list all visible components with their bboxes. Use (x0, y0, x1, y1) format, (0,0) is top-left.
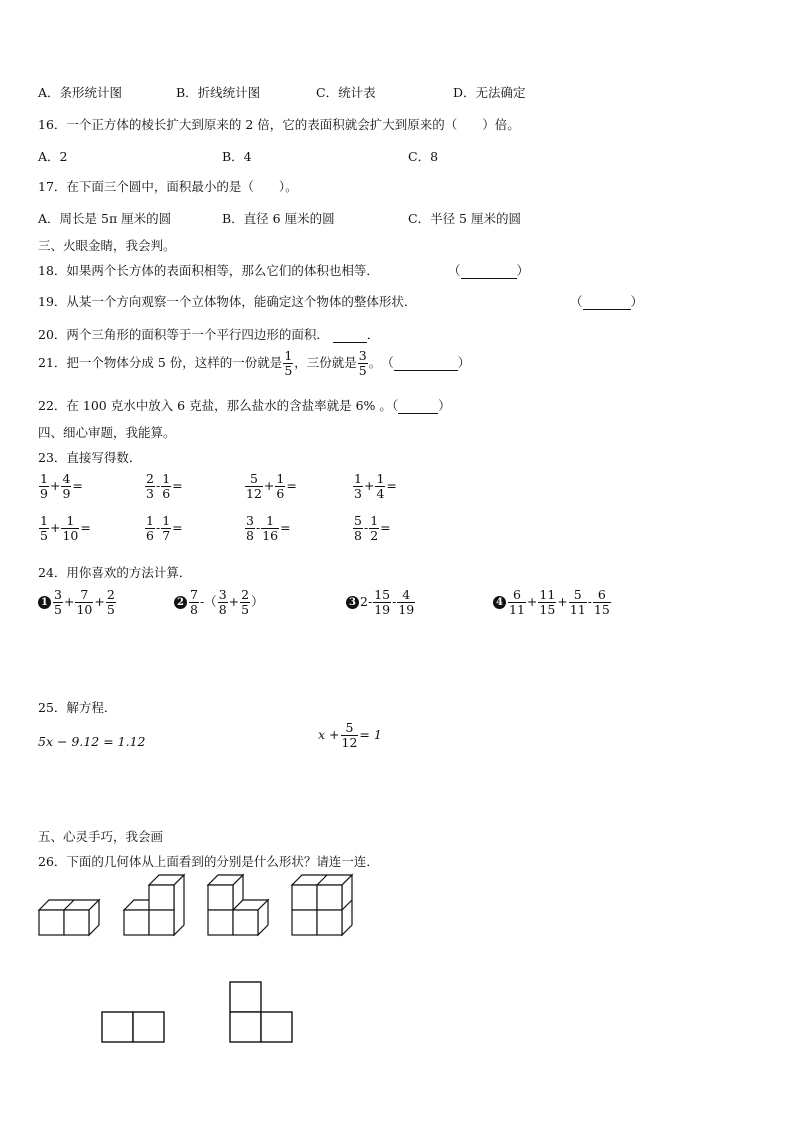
q23-item: $\frac{1}{9}$ + $\frac{4}{9}$ = (40, 471, 83, 501)
q17-stem: 17．在下面三个圆中，面积最小的是（ ）。 (38, 179, 298, 194)
q20-stem: 20．两个三角形的面积等于一个平行四边形的面积． (38, 327, 329, 342)
top-view-l-shape[interactable] (230, 982, 292, 1042)
q20-answer-blank[interactable] (333, 327, 367, 343)
q18-stem: 18．如果两个长方体的表面积相等，那么它们的体积也相等． (38, 263, 379, 278)
q21-fraction-2: $\frac{3}{5}$ (358, 348, 367, 378)
q22-answer-blank[interactable] (398, 398, 438, 414)
q23-item: $\frac{5}{8}$ - $\frac{1}{2}$ = (354, 513, 391, 543)
q16-option-a: A．2 (38, 149, 68, 164)
q23-item: $\frac{5}{12}$ + $\frac{1}{6}$ = (246, 471, 297, 501)
q24-problem-4: 4 $\frac{6}{11}$ + $\frac{11}{15}$ + $\frac{5}{11}$ - $\frac{6}{15}$ (493, 588, 612, 617)
q15-option-b: B．折线统计图 (176, 85, 261, 100)
top-view-two-squares[interactable] (102, 1012, 164, 1042)
q26-top-views (98, 978, 298, 1048)
q23-item: $\frac{1}{3}$ + $\frac{1}{4}$ = (354, 471, 397, 501)
q21-answer-blank[interactable] (394, 355, 458, 371)
q23-item: $\frac{1}{5}$ + $\frac{1}{10}$ = (40, 513, 91, 543)
q15-option-c: C．统计表 (316, 85, 376, 100)
q17-option-a: A．周长是 5π 厘米的圆 (38, 211, 172, 226)
q23-item: $\frac{1}{6}$ - $\frac{1}{7}$ = (146, 513, 183, 543)
q18-bracket-close: ） (516, 263, 530, 278)
solid-4-square-block[interactable] (292, 875, 352, 935)
q25-equation-2: x + $\frac{5}{12}$ = 1 (318, 720, 382, 750)
q26-solids (30, 870, 370, 940)
q24-number-1: 1 (38, 596, 51, 609)
q24-stem: 24．用你喜欢的方法计算． (38, 565, 192, 580)
q24-number-4: 4 (493, 596, 506, 609)
q19-bracket-close: ） (630, 294, 644, 309)
solid-3-l-shape-left[interactable] (208, 875, 268, 935)
q20 (38, 325, 379, 343)
q21-fraction-1: $\frac{1}{5}$ (284, 348, 293, 378)
q19-bracket-open: （ (570, 294, 583, 309)
q21-end: ） (457, 354, 471, 370)
q26-stem: 26．下面的几何体从上面看到的分别是什么形状？请连一连． (38, 854, 379, 869)
q24-number-2: 2 (174, 596, 187, 609)
q18-answer-blank[interactable] (461, 263, 517, 279)
q15-option-a: A．条形统计图 (38, 85, 123, 100)
q17-option-c: C．半径 5 厘米的圆 (408, 211, 521, 226)
section-4-heading: 四、细心审题，我能算。 (38, 425, 176, 440)
q22-end: ） (438, 398, 451, 413)
q16-option-c: C．8 (408, 149, 439, 164)
q21-part1: 21．把一个物体分成 5 份，这样的一份就是 (38, 354, 283, 370)
q24-problem-2: 2 $\frac{7}{8}$ -（ $\frac{3}{8}$ + $\frac{2}{5}$ ） (174, 588, 264, 617)
q23-item: $\frac{2}{3}$ - $\frac{1}{6}$ = (146, 471, 183, 501)
solid-2-l-shape-right[interactable] (124, 875, 184, 935)
q19-answer-blank[interactable] (583, 294, 631, 310)
q24-problem-1: 1 $\frac{3}{5}$ + $\frac{7}{10}$ + $\frac{2}{5}$ (38, 588, 117, 617)
q18 (38, 261, 379, 279)
solid-1-two-cubes[interactable] (39, 900, 99, 935)
q16-option-b: B．4 (222, 149, 252, 164)
q19 (38, 292, 416, 310)
q25-stem: 25．解方程． (38, 700, 117, 715)
q22 (38, 396, 451, 414)
q24-number-3: 3 (346, 596, 359, 609)
q16-stem: 16．一个正方体的棱长扩大到原来的 2 倍，它的表面积就会扩大到原来的（ ）倍。 (38, 117, 520, 132)
q18-answer-bracket[interactable] (448, 261, 529, 279)
q17-option-b: B．直径 6 厘米的圆 (222, 211, 335, 226)
q18-bracket-open: （ (448, 263, 461, 278)
q25-equation-1: 5x − 9.12 = 1.12 (38, 734, 146, 749)
q19-answer-bracket[interactable] (570, 292, 643, 310)
q21-part3: 。 （ (368, 354, 394, 370)
q21 (38, 349, 470, 378)
q19-stem: 19．从某一个方向观察一个立体物体，能确定这个物体的整体形状． (38, 294, 417, 309)
q23-stem: 23．直接写得数． (38, 450, 142, 465)
q20-end: ． (366, 327, 380, 342)
q21-part2: ，三份就是 (294, 354, 357, 370)
section-3-heading: 三、火眼金睛，我会判。 (38, 238, 176, 253)
q22-stem: 22．在 100 克水中放入 6 克盐，那么盐水的含盐率就是 6% 。（ (38, 398, 399, 413)
section-5-heading: 五、心灵手巧，我会画 (38, 829, 164, 844)
q23-item: $\frac{3}{8}$ - $\frac{1}{16}$ = (246, 513, 291, 543)
q15-option-d: D．无法确定 (453, 85, 526, 100)
q24-problem-3: 3 2- $\frac{15}{19}$ - $\frac{4}{19}$ (346, 588, 416, 617)
